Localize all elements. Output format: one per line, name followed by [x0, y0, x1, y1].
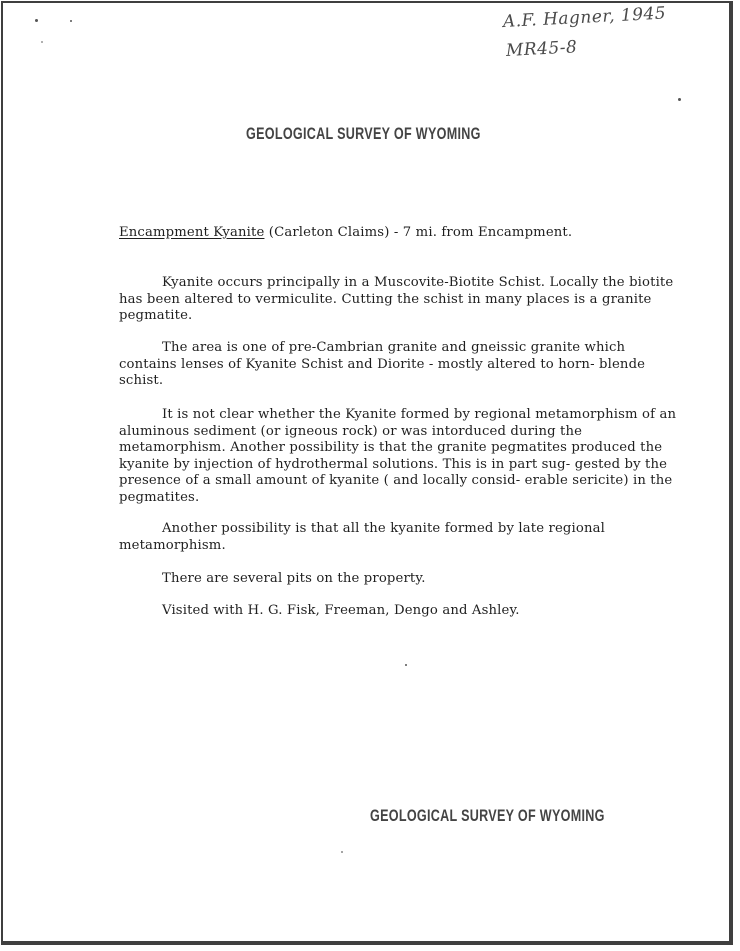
handwritten-reference-number: MR45-8	[505, 37, 578, 61]
survey-stamp-top: GEOLOGICAL SURVEY OF WYOMING	[246, 124, 481, 143]
paragraph-1: Kyanite occurs principally in a Muscovite-Biotite Schist. Locally the biotite has been altered to vermiculite. Cutting the schist in many places is a granite pegmatite.	[119, 275, 674, 324]
scan-speck	[405, 664, 407, 666]
paragraph-6: Visited with H. G. Fisk, Freeman, Dengo and Ashley.	[162, 603, 520, 618]
document-heading	[119, 225, 679, 242]
handwritten-author-note: A.F. Hagner, 1945	[502, 3, 667, 32]
paragraph-5: There are several pits on the property.	[162, 571, 426, 586]
document-page	[1, 1, 733, 945]
heading-underlined-title: Encampment Kyanite	[119, 225, 265, 240]
scan-speck	[70, 20, 72, 22]
heading-location: (Carleton Claims) - 7 mi. from Encampment.	[264, 225, 573, 240]
scan-speck	[341, 851, 343, 853]
paragraph-3: It is not clear whether the Kyanite formed by regional metamorphism of an aluminous sediment (or igneous rock) or was intorduced during the metamorphism. Another possibility is that the granite pegmatites produced the kyanite by injection of hydrothermal solutions. This is in part sug- gested by the presence of a small amount of kyanite ( and locally consid- erable sericite) in the pegmatites.	[119, 407, 677, 505]
scan-speck	[41, 41, 43, 43]
paragraph-4: Another possibility is that all the kyanite formed by late regional metamorphism.	[119, 521, 605, 553]
scan-speck	[35, 19, 38, 22]
scan-speck	[678, 98, 681, 101]
paragraph-2: The area is one of pre-Cambrian granite and gneissic granite which contains lenses of Kyanite Schist and Diorite - mostly altered to horn- blende schist.	[119, 340, 646, 389]
survey-stamp-bottom: GEOLOGICAL SURVEY OF WYOMING	[370, 806, 605, 825]
